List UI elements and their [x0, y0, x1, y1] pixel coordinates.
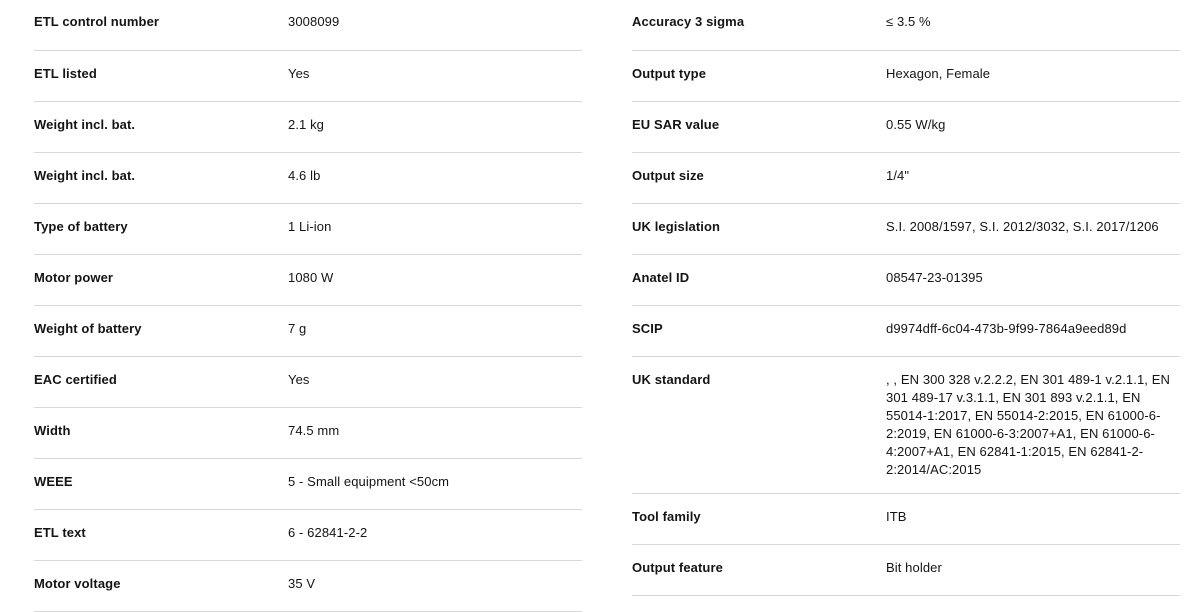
- spec-label: ETL control number: [34, 14, 160, 29]
- table-row: [34, 153, 582, 204]
- spec-label: Weight of battery: [34, 321, 142, 336]
- spec-label: Accuracy 3 sigma: [632, 14, 745, 29]
- table-row: [632, 0, 1180, 51]
- spec-value: 1080 W: [288, 270, 334, 285]
- table-row: [34, 102, 582, 153]
- spec-value: 6 - 62841-2-2: [288, 525, 368, 540]
- spec-value: , , EN 300 328 v.2.2.2, EN 301 489-1 v.2.1.1, EN 301 489-17 v.3.1.1, EN 301 893 v.2.1.1, EN 55014-1:2017, EN 55014-2:2015, EN 61000-6-2:2019, EN 61000-6-3:2007+A1, EN 61000-6-4:2007+A1, EN 62841-1:2015, EN 62841-2-2:2014/AC:2015: [886, 372, 1170, 477]
- spec-label: UK standard: [632, 372, 711, 387]
- table-row: [34, 255, 582, 306]
- table-row: [632, 494, 1180, 545]
- spec-label: Anatel ID: [632, 270, 690, 285]
- spec-value: Bit holder: [886, 560, 942, 575]
- spec-label: Weight incl. bat.: [34, 168, 136, 183]
- spec-value: Yes: [288, 372, 310, 387]
- table-row: [632, 51, 1180, 102]
- table-row: [632, 545, 1180, 596]
- table-row: [632, 102, 1180, 153]
- spec-value: d9974dff-6c04-473b-9f99-7864a9eed89d: [886, 321, 1127, 336]
- spec-column-right: [598, 0, 1196, 612]
- spec-label: Width: [34, 423, 71, 438]
- spec-label: Tool family: [632, 509, 701, 524]
- spec-label: Weight incl. bat.: [34, 117, 136, 132]
- spec-value: 7 g: [288, 321, 307, 336]
- spec-label: Output size: [632, 168, 704, 183]
- spec-value: 74.5 mm: [288, 423, 340, 438]
- table-row: [34, 51, 582, 102]
- spec-label: EAC certified: [34, 372, 117, 387]
- spec-value: 0.55 W/kg: [886, 117, 946, 132]
- table-row: [632, 153, 1180, 204]
- spec-value: ITB: [886, 509, 907, 524]
- table-row: [34, 561, 582, 612]
- spec-value: Yes: [288, 66, 310, 81]
- spec-value: 4.6 lb: [288, 168, 321, 183]
- spec-label: Output type: [632, 66, 707, 81]
- spec-label: Motor voltage: [34, 576, 121, 591]
- spec-label: ETL listed: [34, 66, 97, 81]
- table-row: [34, 204, 582, 255]
- spec-label: ETL text: [34, 525, 86, 540]
- spec-value: 2.1 kg: [288, 117, 325, 132]
- table-row: [632, 255, 1180, 306]
- spec-value: Hexagon, Female: [886, 66, 991, 81]
- table-row: [632, 357, 1180, 494]
- spec-value: 1 Li-ion: [288, 219, 332, 234]
- table-row: [34, 510, 582, 561]
- table-row: [34, 0, 582, 51]
- spec-label: Type of battery: [34, 219, 128, 234]
- spec-value: 5 - Small equipment <50cm: [288, 474, 450, 489]
- spec-label: EU SAR value: [632, 117, 720, 132]
- table-row: [34, 459, 582, 510]
- spec-label: SCIP: [632, 321, 663, 336]
- spec-value: ≤ 3.5 %: [886, 14, 931, 29]
- spec-label: WEEE: [34, 474, 73, 489]
- table-row: [632, 204, 1180, 255]
- spec-label: Motor power: [34, 270, 114, 285]
- spec-value: 08547-23-01395: [886, 270, 983, 285]
- table-row: [34, 306, 582, 357]
- table-row: [632, 306, 1180, 357]
- spec-label: UK legislation: [632, 219, 721, 234]
- spec-value: 3008099: [288, 14, 340, 29]
- spec-label: Output feature: [632, 560, 723, 575]
- spec-value: S.I. 2008/1597, S.I. 2012/3032, S.I. 2017/1206: [886, 219, 1159, 234]
- table-row: [34, 357, 582, 408]
- table-row: [34, 408, 582, 459]
- spec-value: 35 V: [288, 576, 316, 591]
- spec-value: 1/4": [886, 168, 910, 183]
